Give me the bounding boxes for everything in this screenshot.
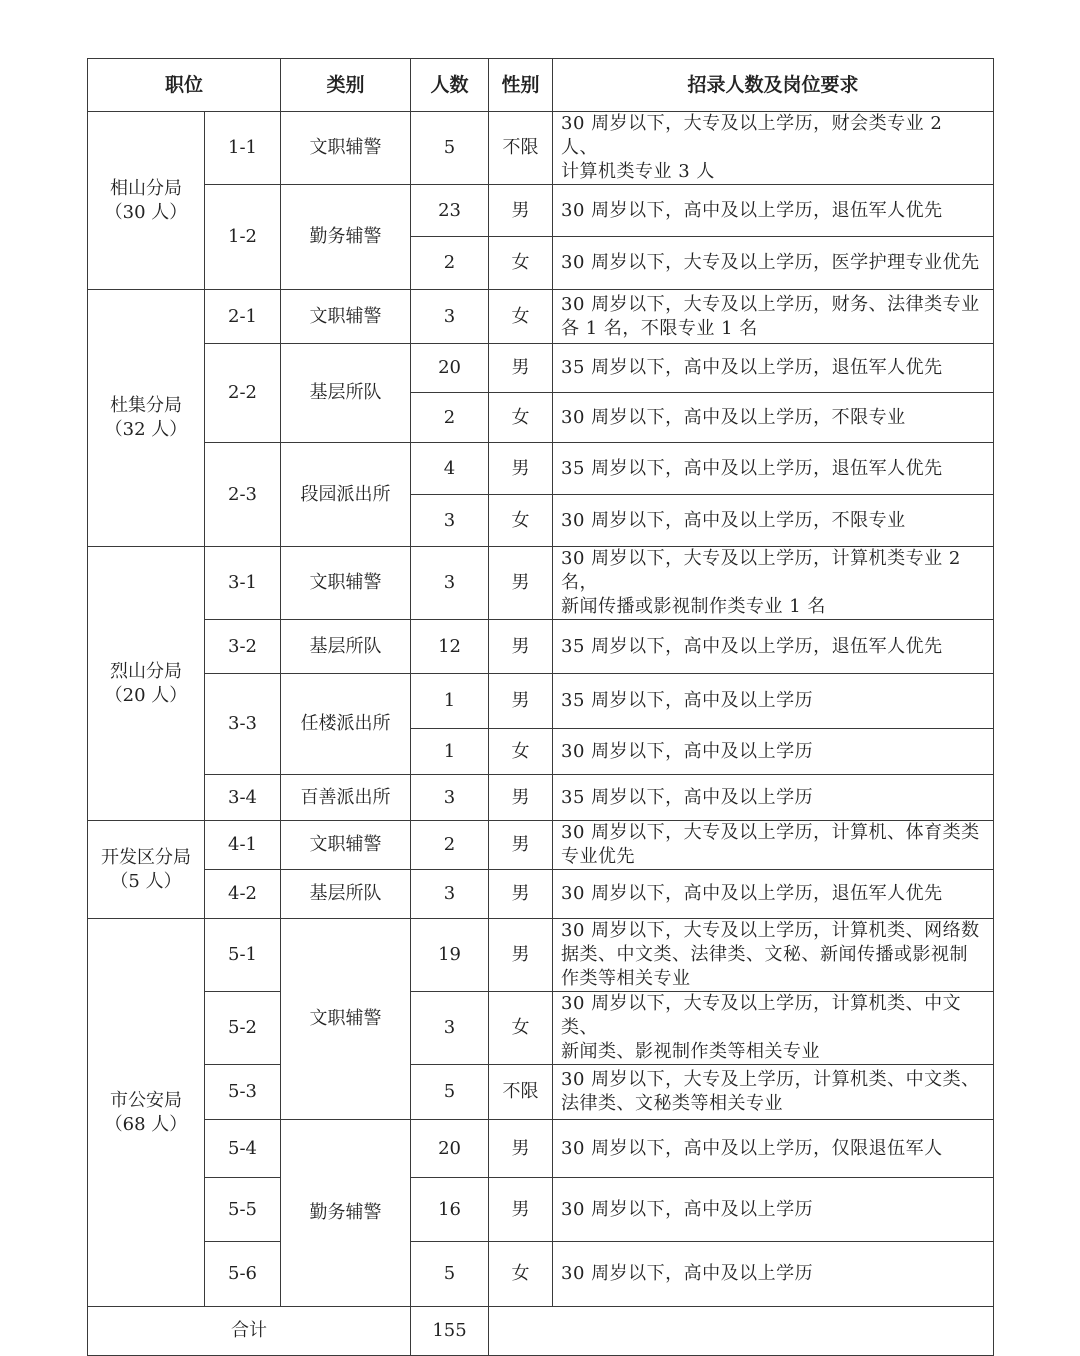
- position-code: 2-2: [205, 344, 281, 443]
- table-row: [88, 992, 994, 1065]
- gender-cell: 男: [489, 1120, 553, 1178]
- requirement-line: 新闻类、影视制作类等相关专业: [561, 1041, 821, 1062]
- count-cell: 3: [411, 290, 489, 344]
- table-row: [88, 112, 994, 185]
- table-row: [88, 1120, 994, 1178]
- count-cell: 19: [411, 919, 489, 992]
- total-label: 合计: [88, 1307, 411, 1356]
- position-code: 5-2: [205, 992, 281, 1065]
- category-cell: 段园派出所: [281, 443, 411, 547]
- requirement-cell: 30 周岁以下，高中及以上学历，不限专业: [553, 495, 994, 547]
- requirement-cell: 30 周岁以下，高中及以上学历: [553, 1242, 994, 1307]
- table-row: [88, 1178, 994, 1242]
- position-code: 4-2: [205, 870, 281, 919]
- gender-cell: 男: [489, 547, 553, 620]
- requirement-line: 30 周岁以下，大专及以上学历，计算机类、中文类、: [561, 993, 962, 1038]
- requirement-line: 30 周岁以下，大专及以上学历，计算机、体育类类: [561, 822, 980, 843]
- recruitment-table: [87, 58, 994, 1356]
- bureau-name: 杜集分局: [110, 395, 182, 416]
- gender-cell: 女: [489, 237, 553, 290]
- total-row: [88, 1307, 994, 1356]
- count-cell: 1: [411, 729, 489, 775]
- gender-cell: 男: [489, 443, 553, 495]
- header-count: 人数: [411, 59, 489, 112]
- count-cell: 2: [411, 393, 489, 443]
- requirement-cell: 35 周岁以下，高中及以上学历，退伍军人优先: [553, 344, 994, 393]
- gender-cell: 男: [489, 870, 553, 919]
- gender-cell: 男: [489, 620, 553, 674]
- position-code: 5-1: [205, 919, 281, 992]
- gender-cell: 女: [489, 729, 553, 775]
- count-cell: 3: [411, 992, 489, 1065]
- category-cell: 文职辅警: [281, 112, 411, 185]
- gender-cell: 男: [489, 919, 553, 992]
- count-cell: 3: [411, 547, 489, 620]
- category-cell: 文职辅警: [281, 821, 411, 870]
- requirement-cell: 35 周岁以下，高中及以上学历，退伍军人优先: [553, 443, 994, 495]
- total-empty-cell: [489, 1307, 994, 1356]
- table-row: [88, 620, 994, 674]
- position-code: 3-3: [205, 674, 281, 775]
- table-row: [88, 290, 994, 344]
- category-cell: 任楼派出所: [281, 674, 411, 775]
- table-row: [88, 1065, 994, 1120]
- position-code: 1-1: [205, 112, 281, 185]
- position-code: 1-2: [205, 185, 281, 290]
- category-cell: 百善派出所: [281, 775, 411, 821]
- count-cell: 5: [411, 112, 489, 185]
- count-cell: 20: [411, 1120, 489, 1178]
- requirement-cell: [553, 1065, 994, 1120]
- table-row: [88, 674, 994, 729]
- category-cell: 基层所队: [281, 344, 411, 443]
- table-row: [88, 821, 994, 870]
- requirement-cell: [553, 290, 994, 344]
- requirement-line: 30 周岁以下，大专及上学历，计算机类、中文类、: [561, 1069, 980, 1090]
- requirement-line: 据类、中文类、法律类、文秘、新闻传播或影视制: [561, 944, 969, 965]
- position-code: 4-1: [205, 821, 281, 870]
- bureau-cell: [88, 290, 205, 547]
- count-cell: 1: [411, 674, 489, 729]
- total-value: 155: [411, 1307, 489, 1356]
- bureau-cell: [88, 821, 205, 919]
- header-requirements: 招录人数及岗位要求: [553, 59, 994, 112]
- category-cell: 基层所队: [281, 870, 411, 919]
- gender-cell: 男: [489, 344, 553, 393]
- requirement-line: 新闻传播或影视制作类专业 1 名: [561, 596, 826, 617]
- requirement-cell: [553, 992, 994, 1065]
- bureau-name: 相山分局: [110, 177, 182, 199]
- count-cell: 3: [411, 495, 489, 547]
- requirement-line: 作类等相关专业: [561, 968, 691, 989]
- count-cell: 2: [411, 237, 489, 290]
- category-cell: 文职辅警: [281, 547, 411, 620]
- bureau-name: 市公安局: [110, 1089, 182, 1111]
- position-code: 5-4: [205, 1120, 281, 1178]
- table-row: [88, 775, 994, 821]
- requirement-cell: 30 周岁以下，高中及以上学历: [553, 729, 994, 775]
- requirement-line: 各 1 名，不限专业 1 名: [561, 317, 758, 339]
- requirement-line: 30 周岁以下，大专及以上学历，计算机类专业 2 名，: [561, 548, 961, 593]
- position-code: 2-3: [205, 443, 281, 547]
- count-cell: 12: [411, 620, 489, 674]
- gender-cell: 男: [489, 821, 553, 870]
- count-cell: 5: [411, 1242, 489, 1307]
- position-code: 2-1: [205, 290, 281, 344]
- count-cell: 3: [411, 775, 489, 821]
- table-header-row: [88, 59, 994, 112]
- count-cell: 4: [411, 443, 489, 495]
- category-cell: 勤务辅警: [281, 1120, 411, 1307]
- category-cell: 基层所队: [281, 620, 411, 674]
- requirement-cell: [553, 821, 994, 870]
- requirement-line: 计算机类专业 3 人: [561, 161, 715, 182]
- table-row: [88, 870, 994, 919]
- gender-cell: 男: [489, 674, 553, 729]
- requirement-line: 30 周岁以下，大专及以上学历，财务、法律类专业: [561, 293, 980, 315]
- bureau-total: （20 人）: [104, 684, 188, 706]
- bureau-total: （68 人）: [104, 1113, 188, 1135]
- requirement-line: 30 周岁以下，大专及以上学历，计算机类、网络数: [561, 920, 980, 941]
- gender-cell: 男: [489, 775, 553, 821]
- bureau-total: （32 人）: [104, 419, 188, 440]
- category-cell: 文职辅警: [281, 290, 411, 344]
- bureau-total: （5 人）: [110, 870, 182, 892]
- header-category: 类别: [281, 59, 411, 112]
- count-cell: 3: [411, 870, 489, 919]
- requirement-cell: 30 周岁以下，高中及以上学历，不限专业: [553, 393, 994, 443]
- requirement-cell: 35 周岁以下，高中及以上学历，退伍军人优先: [553, 620, 994, 674]
- count-cell: 23: [411, 185, 489, 237]
- requirement-line: 法律类、文秘类等相关专业: [561, 1093, 784, 1114]
- requirement-cell: [553, 112, 994, 185]
- table-row: [88, 547, 994, 620]
- table-row: [88, 1242, 994, 1307]
- requirement-line: 30 周岁以下，大专及以上学历，财会类专业 2 人、: [561, 113, 943, 158]
- requirement-cell: 30 周岁以下，高中及以上学历，退伍军人优先: [553, 185, 994, 237]
- gender-cell: 男: [489, 1178, 553, 1242]
- requirement-cell: 30 周岁以下，高中及以上学历，退伍军人优先: [553, 870, 994, 919]
- header-position: 职位: [88, 59, 281, 112]
- requirement-cell: 30 周岁以下，大专及以上学历，医学护理专业优先: [553, 237, 994, 290]
- table-row: [88, 919, 994, 992]
- bureau-cell: [88, 547, 205, 821]
- requirement-cell: 35 周岁以下，高中及以上学历: [553, 775, 994, 821]
- bureau-name: 开发区分局: [101, 846, 191, 868]
- bureau-cell: [88, 112, 205, 290]
- table-row: [88, 344, 994, 393]
- position-code: 3-4: [205, 775, 281, 821]
- category-cell: 勤务辅警: [281, 185, 411, 290]
- count-cell: 20: [411, 344, 489, 393]
- gender-cell: 不限: [489, 1065, 553, 1120]
- count-cell: 16: [411, 1178, 489, 1242]
- requirement-line: 专业优先: [561, 846, 636, 867]
- gender-cell: 女: [489, 290, 553, 344]
- gender-cell: 女: [489, 495, 553, 547]
- position-code: 5-3: [205, 1065, 281, 1120]
- gender-cell: 不限: [489, 112, 553, 185]
- gender-cell: 女: [489, 1242, 553, 1307]
- position-code: 3-1: [205, 547, 281, 620]
- requirement-cell: 30 周岁以下，高中及以上学历，仅限退伍军人: [553, 1120, 994, 1178]
- bureau-cell: [88, 919, 205, 1307]
- position-code: 5-6: [205, 1242, 281, 1307]
- requirement-cell: [553, 919, 994, 992]
- header-gender: 性别: [489, 59, 553, 112]
- bureau-name: 烈山分局: [110, 660, 182, 682]
- table-row: [88, 443, 994, 495]
- count-cell: 2: [411, 821, 489, 870]
- requirement-cell: [553, 547, 994, 620]
- requirement-cell: 35 周岁以下，高中及以上学历: [553, 674, 994, 729]
- category-cell: 文职辅警: [281, 919, 411, 1120]
- count-cell: 5: [411, 1065, 489, 1120]
- gender-cell: 女: [489, 393, 553, 443]
- gender-cell: 女: [489, 992, 553, 1065]
- position-code: 5-5: [205, 1178, 281, 1242]
- table-row: [88, 185, 994, 237]
- gender-cell: 男: [489, 185, 553, 237]
- bureau-total: （30 人）: [104, 201, 188, 223]
- position-code: 3-2: [205, 620, 281, 674]
- requirement-cell: 30 周岁以下，高中及以上学历: [553, 1178, 994, 1242]
